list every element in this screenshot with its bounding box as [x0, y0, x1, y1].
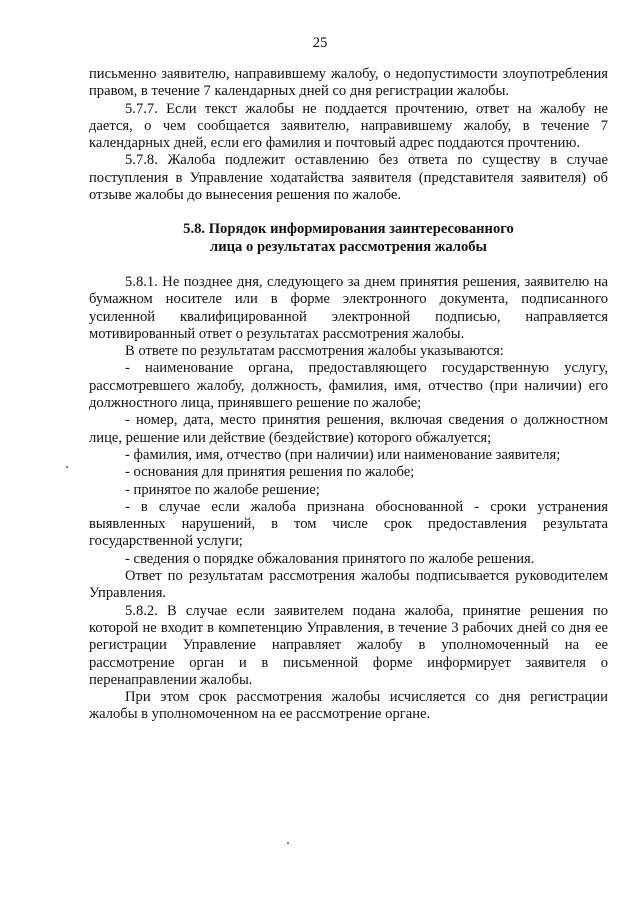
- list-item-decision: - принятое по жалобе решение;: [125, 481, 320, 498]
- list-item-authority-name: - наименование органа, предоставляющего государственную услугу, рассмотревшего жалобу, должность, фамилия, имя, отчество (при наличии) его должностного лица, принявшего решение по жалобе;: [89, 360, 608, 412]
- page-number: 25: [312, 35, 328, 51]
- paragraph-response-signature: Ответ по результатам рассмотрения жалобы подписывается руководителем Управления.: [89, 568, 608, 602]
- paragraph-5-7-8: 5.7.8. Жалоба подлежит оставлению без ответа по существу в случае поступления в Управление ходатайства заявителя (представителя заявителя) об отзыве жалобы до вынесения решения по жалобе.: [89, 152, 608, 204]
- list-item-appeal-procedure: - сведения о порядке обжалования принятого по жалобе решения.: [125, 550, 535, 567]
- paragraph-5-8-2: 5.8.2. В случае если заявителем подана жалоба, принятие решения по которой не входит в компетенцию Управления, в течение 3 рабочих дней со дня ее регистрации Управление направляет жалобу в уполномоченный на ее рассмотрение орган и в письменной форме информирует заявителя о перенаправлении жалобы.: [89, 602, 608, 688]
- section-heading-line2: лица о результатах рассмотрения жалобы: [210, 238, 487, 255]
- paragraph-5-8-1: 5.8.1. Не позднее дня, следующего за днем принятия решения, заявителю на бумажном носителе или в форме электронного документа, подписанного усиленной квалифицированной электронной подписью, направляется мотивированный ответ о результатах рассмотрения жалобы.: [89, 273, 608, 342]
- scan-speck: [66, 466, 68, 468]
- list-item-applicant-name: - фамилия, имя, отчество (при наличии) или наименование заявителя;: [125, 446, 561, 463]
- paragraph-response-contents-intro: В ответе по результатам рассмотрения жалобы указываются:: [125, 343, 504, 360]
- section-heading-line1: 5.8. Порядок информирования заинтересованного: [183, 221, 514, 238]
- section-heading-5-8: [89, 221, 608, 256]
- scan-speck: [287, 842, 289, 844]
- list-item-remediation-terms: - в случае если жалоба признана обоснованной - сроки устранения выявленных нарушений, в том числе срок предоставления результата государственной услуги;: [89, 498, 608, 550]
- paragraph-review-period: При этом срок рассмотрения жалобы исчисляется со дня регистрации жалобы в уполномоченном на ее рассмотрение органе.: [89, 689, 608, 723]
- paragraph-continuation: письменно заявителю, направившему жалобу, о недопустимости злоупотребления правом, в течение 7 календарных дней со дня регистрации жалобы.: [89, 66, 608, 100]
- list-item-decision-details: - номер, дата, место принятия решения, включая сведения о должностном лице, решение или действие (бездействие) которого обжалуется;: [89, 412, 608, 446]
- document-body: [89, 66, 608, 724]
- list-item-decision-grounds: - основания для принятия решения по жалобе;: [125, 464, 415, 481]
- paragraph-5-7-7: 5.7.7. Если текст жалобы не поддается прочтению, ответ на жалобу не дается, о чем сообщается заявителю, направившему жалобу, в течение 7 календарных дней, если его фамилия и почтовый адрес поддаются прочтению.: [89, 100, 608, 152]
